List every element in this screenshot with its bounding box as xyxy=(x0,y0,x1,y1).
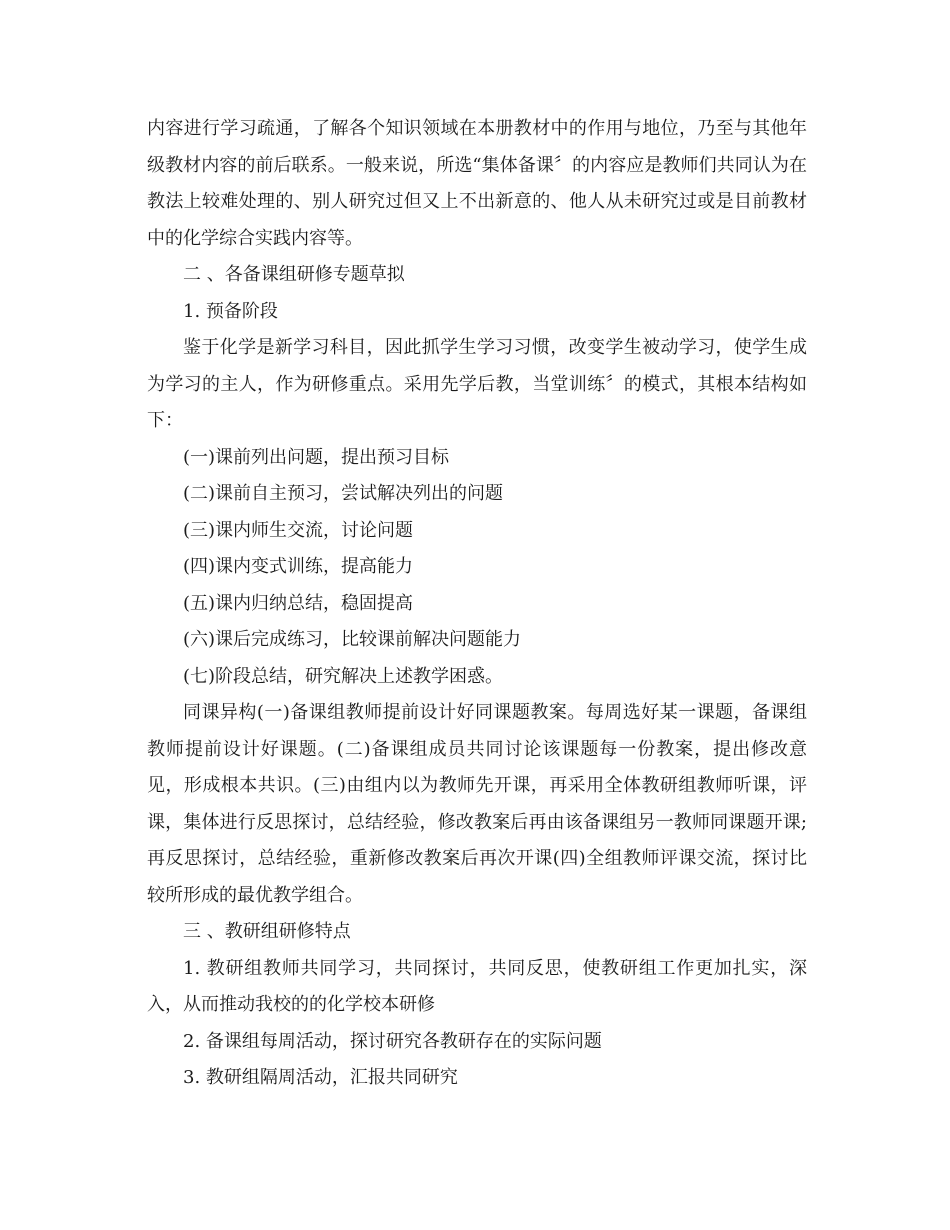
list-item-step-7: (七)阶段总结，研究解决上述教学困惑。 xyxy=(183,665,504,687)
document-body xyxy=(147,111,807,1097)
list-item-step-3: (三)课内师生交流，讨论问题 xyxy=(183,519,414,541)
feature-item-2: 2. 备课组每周活动，探讨研究各教研存在的实际问题 xyxy=(183,1030,602,1052)
list-item-step-4: (四)课内变式训练，提高能力 xyxy=(183,556,414,577)
section-heading-3: 三 、教研组研修特点 xyxy=(183,921,351,942)
list-item-step-1: (一)课前列出问题，提出预习目标 xyxy=(183,446,450,468)
list-item-step-6: (六)课后完成练习，比较课前解决问题能力 xyxy=(183,629,522,650)
section-heading-2: 二 、各备课组研修专题草拟 xyxy=(183,264,405,285)
list-item-step-2: (二)课前自主预习，尝试解决列出的问题 xyxy=(183,483,504,504)
paragraph-chemistry-focus: 鉴于化学是新学习科目，因此抓学生学习习惯，改变学生被动学习，使学生成为学习的主人，作为研修重点。采用先学后教，当堂训练〞的模式，其根本结构如下： xyxy=(147,337,807,431)
paragraph-continuation: 内容进行学习疏通，了解各个知识领域在本册教材中的作用与地位，乃至与其他年级教材内容的前后联系。一般来说，所选“集体备课〞的内容应是教师们共同认为在教法上较难处理的、别人研究过但又上不出新意的、他人从未研究过或是目前教材中的化学综合实践内容等。 xyxy=(147,118,807,249)
subheading-prep-stage: 1. 预备阶段 xyxy=(183,300,278,322)
paragraph-same-topic-lessons: 同课异构(一)备课组教师提前设计好同课题教案。每周选好某一课题，备课组教师提前设计好课题。(二)备课组成员共同讨论该课题每一份教案，提出修改意见，形成根本共识。(三)由组内以为教师先开课，再采用全体教研组教师听课，评课，集体进行反思探讨，总结经验，修改教案后再由该备课组另一教师同课题开课;再反思探讨，总结经验，重新修改教案后再次开课(四)全组教师评课交流，探讨比较所形成的最优教学组合。 xyxy=(147,702,807,906)
feature-item-1: 1. 教研组教师共同学习，共同探讨，共同反思，使教研组工作更加扎实，深入，从而推动我校的的化学校本研修 xyxy=(147,957,807,1015)
feature-item-3: 3. 教研组隔周活动，汇报共同研究 xyxy=(183,1067,458,1088)
list-item-step-5: (五)课内归纳总结，稳固提高 xyxy=(183,592,414,614)
